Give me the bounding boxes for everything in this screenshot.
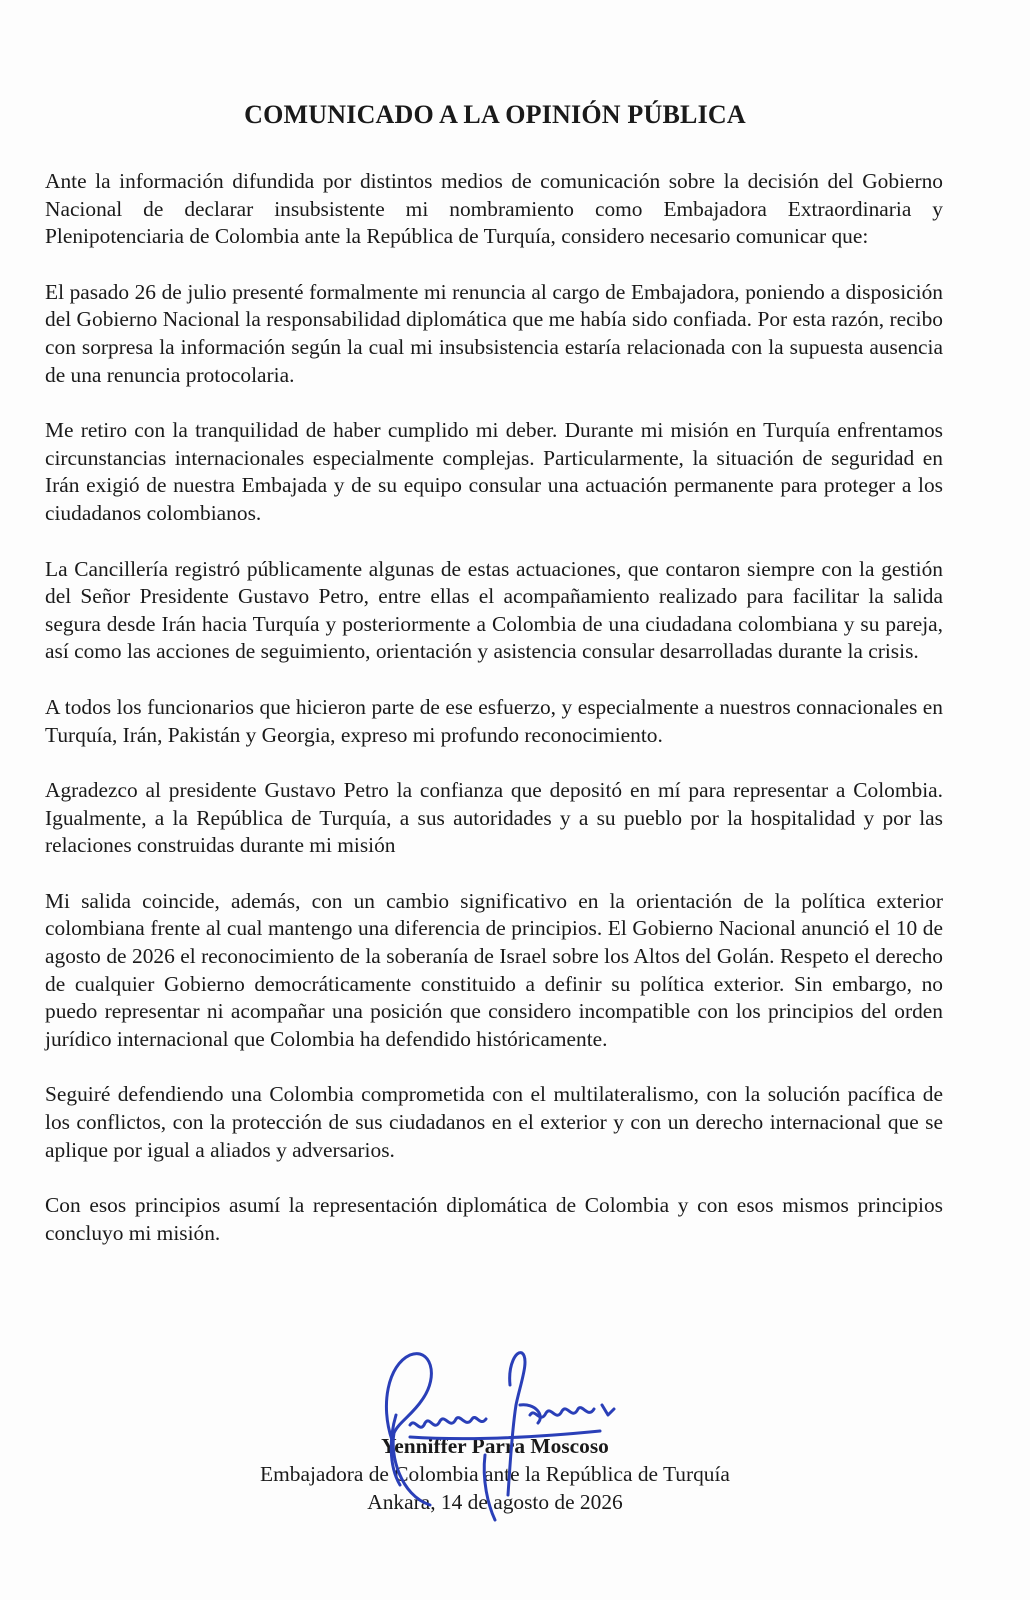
document-body <box>45 168 943 1275</box>
paragraph-9: Con esos principios asumí la representación diplomática de Colombia y con esos mismos principios concluyo mi misión. <box>45 1193 943 1245</box>
paragraph-8: Seguiré defendiendo una Colombia comprometida con el multilateralismo, con la solución pacífica de los conflictos, con la protección de sus ciudadanos en el exterior y con un derecho internacional que se aplique por igual a aliados y adversarios. <box>45 1082 943 1162</box>
paragraph-5: A todos los funcionarios que hicieron parte de ese esfuerzo, y especialmente a nuestros connacionales en Turquía, Irán, Pakistán y Georgia, expreso mi profundo reconocimiento. <box>45 694 943 747</box>
paragraph-1: Ante la información difundida por distintos medios de comunicación sobre la decisión del Gobierno Nacional de declarar insubsistente mi nombramiento como Embajadora Extraordinaria y Plenipotenciaria de Colombia ante la República de Turquía, considero necesario comunicar que: <box>45 169 943 249</box>
signature-block <box>0 1432 990 1516</box>
paragraph-6: Agradezco al presidente Gustavo Petro la confianza que depositó en mí para representar a Colombia. Igualmente, a la República de Turquía, a sus autoridades y a su pueblo por la hospitalidad y por las relaciones construidas durante mi misión <box>45 778 943 858</box>
paragraph-3: Me retiro con la tranquilidad de haber cumplido mi deber. Durante mi misión en Turquía enfrentamos circunstancias internacionales especialmente complejas. Particularmente, la situación de seguridad en Irán exigió de nuestra Embajada y de su equipo consular una actuación permanente para proteger a los ciudadanos colombianos. <box>45 418 943 525</box>
paragraph-4: La Cancillería registró públicamente algunas de estas actuaciones, que contaron siempre con la gestión del Señor Presidente Gustavo Petro, entre ellas el acompañamiento realizado para facilitar la salida segura desde Irán hacia Turquía y posteriormente a Colombia de una ciudadana colombiana y su pareja, así como las acciones de seguimiento, orientación y asistencia consular desarrolladas durante la crisis. <box>45 556 943 664</box>
signature-place-date: Ankara, 14 de agosto de 2026 <box>367 1490 623 1514</box>
paragraph-2: El pasado 26 de julio presenté formalmente mi renuncia al cargo de Embajadora, poniendo a disposición del Gobierno Nacional la responsabilidad diplomática que me había sido confiada. Por esta razón, recibo con sorpresa la información según la cual mi insubsistencia estaría relacionada con la supuesta ausencia de una renuncia protocolaria. <box>45 279 943 387</box>
signer-position: Embajadora de Colombia ante la República de Turquía <box>260 1462 730 1486</box>
paragraph-7: Mi salida coincide, además, con un cambio significativo en la orientación de la política exterior colombiana frente al cual mantengo una diferencia de principios. El Gobierno Nacional anunció el 10 de agosto de 2026 el reconocimiento de la soberanía de Israel sobre los Altos del Golán. Respeto el derecho de cualquier Gobierno democráticamente constituido a definir su política exterior. Sin embargo, no puedo representar ni acompañar una posición que considero incompatible con los principios del orden jurídico internacional que Colombia ha defendido históricamente. <box>45 888 943 1051</box>
document-title: COMUNICADO A LA OPINIÓN PÚBLICA <box>244 100 746 129</box>
signer-name: Yenniffer Parra Moscoso <box>381 1434 609 1458</box>
